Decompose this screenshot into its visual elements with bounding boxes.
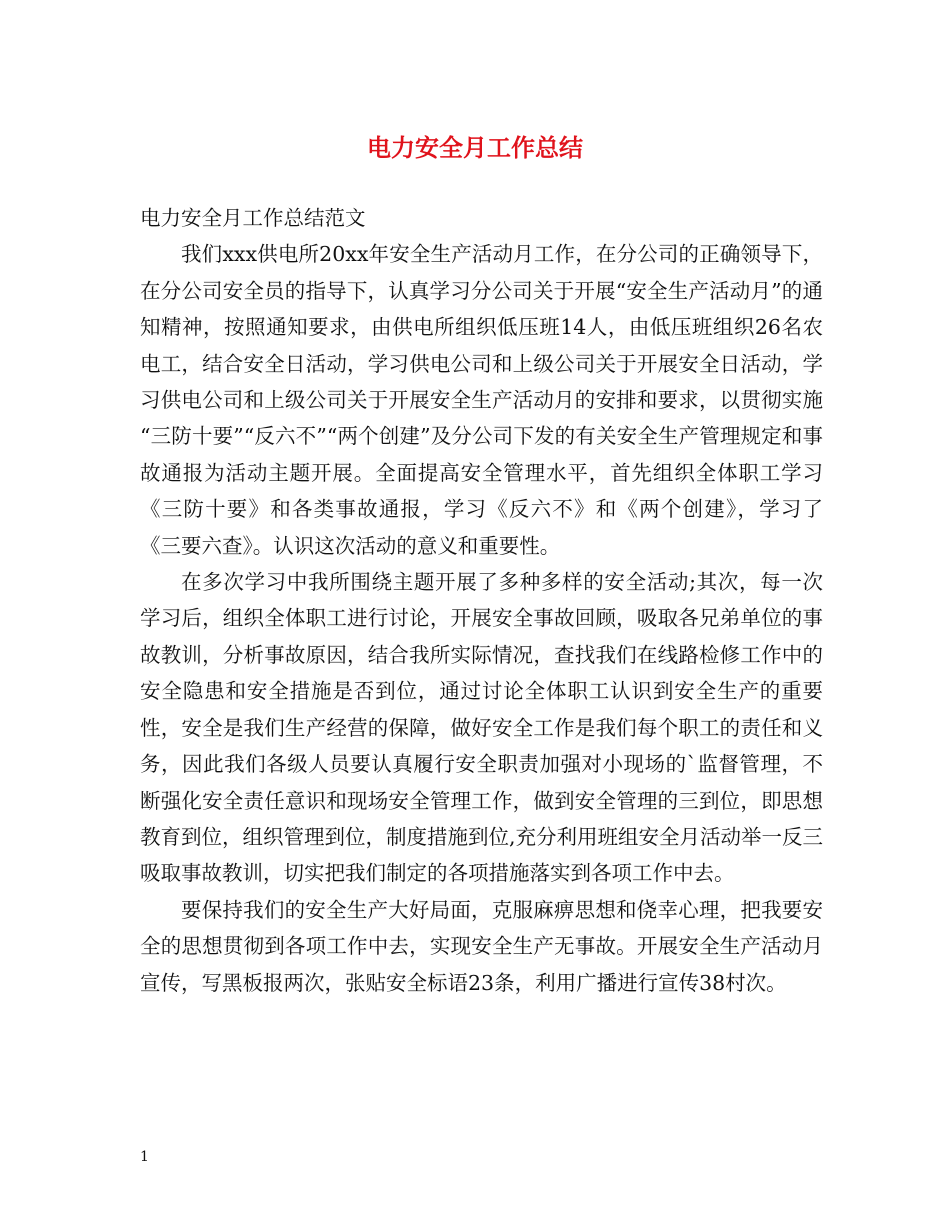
paragraph-1: 我们xxx供电所20xx年安全生产活动月工作，在分公司的正确领导下，在分公司安全员的指导下，认真学习分公司关于开展“安全生产活动月”的通知精神，按照通知要求，由供电所组织低压班14人，由低压班组织26名农电工，结合安全日活动，学习供电公司和上级公司关于开展安全日活动，学习供电公司和上级公司关于开展安全生产活动月的安排和要求，以贯彻实施 “三防十要”“反六不”“两个创建”及分公司下发的有关安全生产管理规定和事故通报为活动主题开展。全面提高安全管理水平，首先组织全体职工学习《三防十要》和各类事故通报，学习《反六不》和《两个创建》，学习了《三要六查》。认识这次活动的意义和重要性。 [140, 242, 823, 558]
page-number: 1 [140, 1149, 149, 1165]
paragraph-3: 要保持我们的安全生产大好局面，克服麻痹思想和侥幸心理，把我要安全的思想贯彻到各项工作中去，实现安全生产无事故。开展安全生产活动月宣传，写黑板报两次，张贴安全标语23条，利用广播进行宣传38村次。 [140, 897, 823, 995]
document-title: 电力安全月工作总结 [367, 134, 583, 162]
paragraph-2: 在多次学习中我所围绕主题开展了多种多样的安全活动;其次，每一次学习后，组织全体职工进行讨论，开展安全事故回顾，吸取各兄弟单位的事故教训，分析事故原因，结合我所实际情况，查找我们在线路检修工作中的安全隐患和安全措施是否到位，通过讨论全体职工认识到安全生产的重要性，安全是我们生产经营的保障，做好安全工作是我们每个职工的责任和义务，因此我们各级人员要认真履行安全职责加强对小现场的`监督管理，不断强化安全责任意识和现场安全管理工作，做到安全管理的三到位，即思想教育到位，组织管理到位，制度措施到位,充分利用班组安全月活动举一反三吸取事故教训，切实把我们制定的各项措施落实到各项工作中去。 [140, 570, 824, 886]
document-subtitle: 电力安全月工作总结范文 [140, 206, 366, 230]
document-body [140, 200, 823, 1001]
